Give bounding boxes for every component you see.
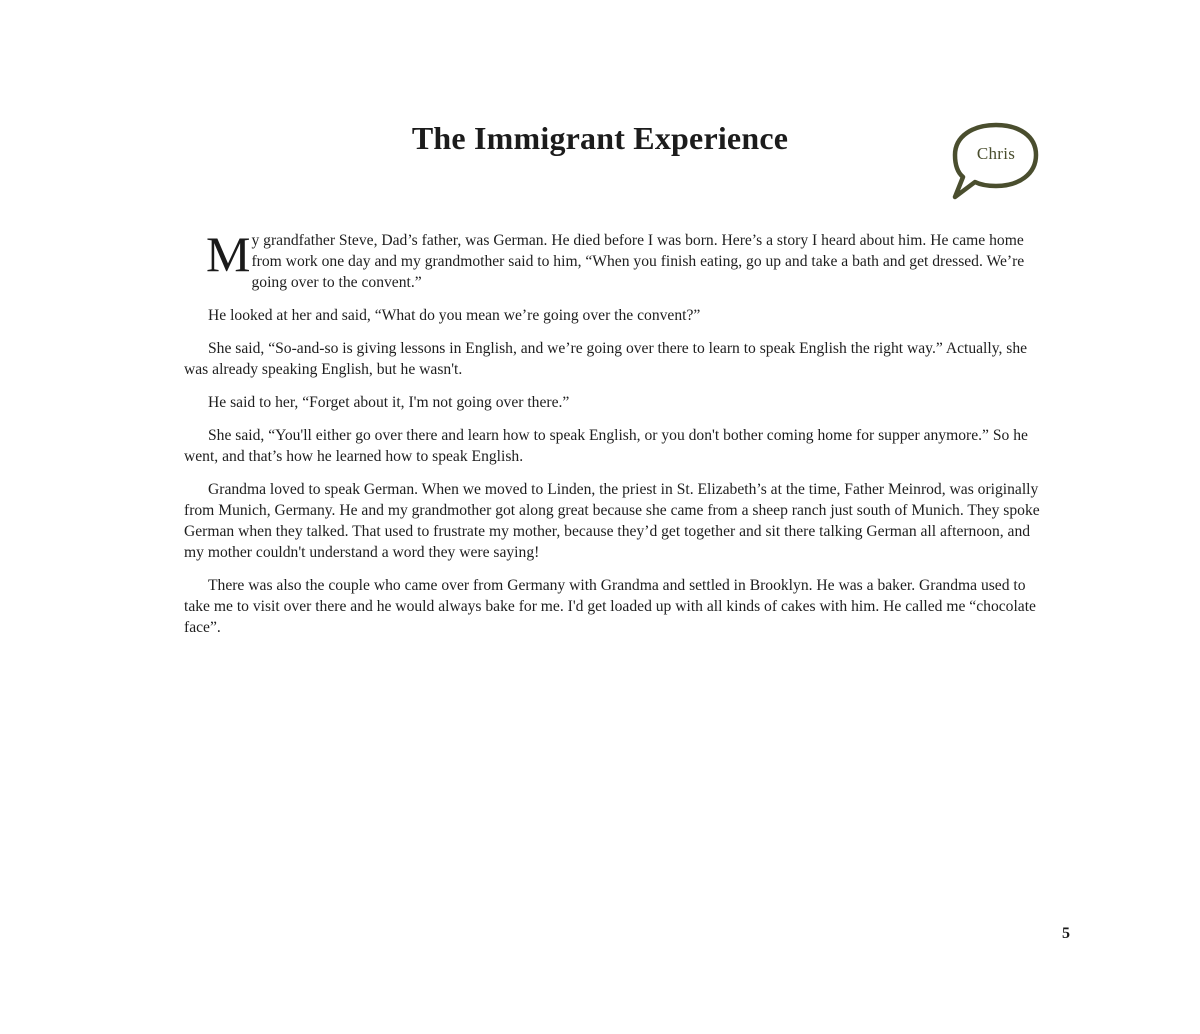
- speaker-name: Chris: [976, 144, 1016, 163]
- speaker-bubble: [950, 122, 1042, 202]
- paragraph: She said, “So-and-so is giving lessons in English, and we’re going over there to learn to speak English the right way.” Actually, she was already speaking English, but he wasn't.: [184, 340, 1028, 378]
- drop-cap: M: [206, 226, 251, 282]
- page-number: 5: [1062, 925, 1070, 942]
- paragraph: [184, 226, 1044, 293]
- story-body: [184, 226, 1044, 650]
- paragraph: He said to her, “Forget about it, I'm not going over there.”: [208, 394, 570, 411]
- paragraph: He looked at her and said, “What do you mean we’re going over the convent?”: [208, 307, 701, 324]
- paragraph: There was also the couple who came over from Germany with Grandma and settled in Brooklyn. He was a baker. Grandma used to take me to visit over there and he would always bake for me. I'd get loaded up with all kinds of cakes with him. He called me “chocolate face”.: [184, 577, 1036, 636]
- paragraph: Grandma loved to speak German. When we moved to Linden, the priest in St. Elizabeth’s at the time, Father Meinrod, was originally from Munich, Germany. He and my grandmother got along great because she came from a sheep ranch just south of Munich. They spoke German when they talked. That used to frustrate my mother, because they’d get together and sit there talking German all afternoon, and my mother couldn't understand a word they were saying!: [184, 481, 1040, 561]
- paragraph-text: y grandfather Steve, Dad’s father, was German. He died before I was born. Here’s a story I heard about him. He came home from work one day and my grandmother said to him, “When you finish eating, go up and take a bath and get dressed. We’re going over to the convent.”: [251, 232, 1025, 291]
- paragraph: She said, “You'll either go over there and learn how to speak English, or you don't bother coming home for supper anymore.” So he went, and that’s how he learned how to speak English.: [184, 427, 1028, 465]
- page-title: The Immigrant Experience: [411, 120, 789, 156]
